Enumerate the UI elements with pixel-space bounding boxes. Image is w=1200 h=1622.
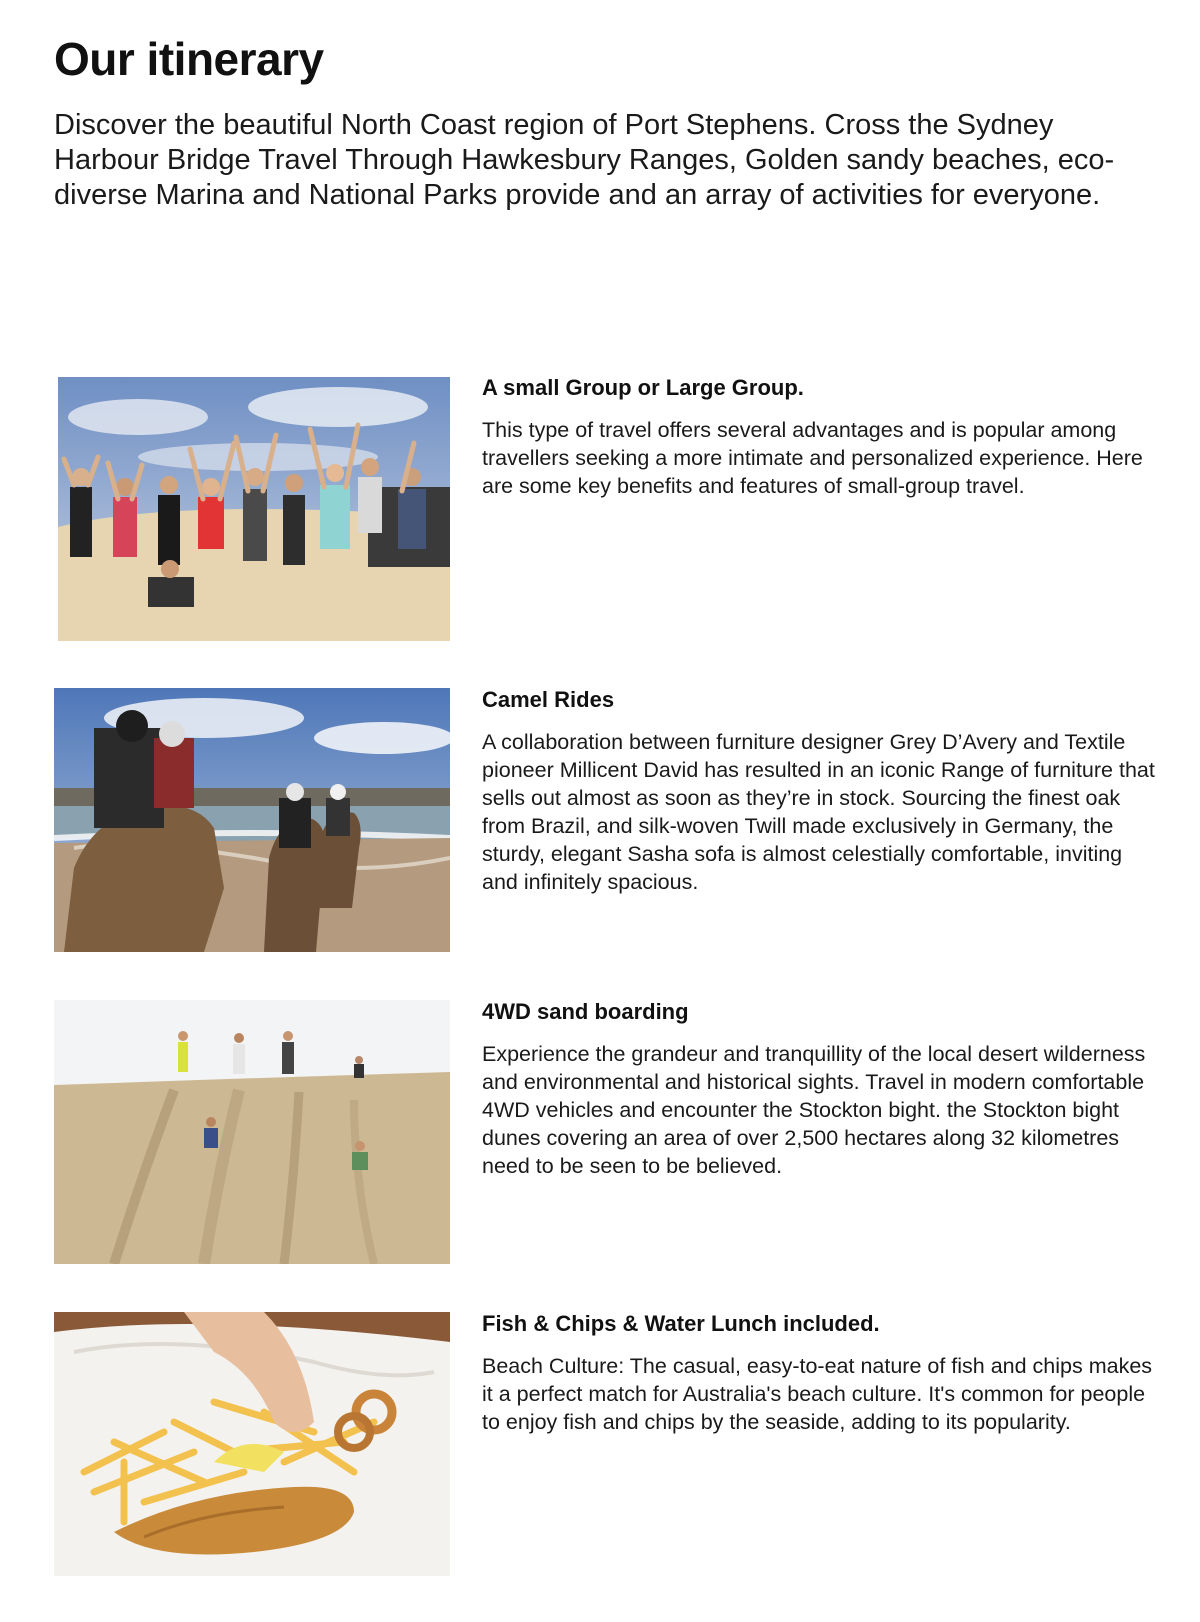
group-jumping-on-sand-dune-photo xyxy=(58,377,450,641)
item-heading-camel: Camel Rides xyxy=(482,687,615,712)
fish-and-chips-photo xyxy=(54,1312,450,1576)
sand-boarding-dune-photo xyxy=(54,1000,450,1264)
page-title: Our itinerary xyxy=(54,33,324,85)
camel-ride-on-beach-photo xyxy=(54,688,450,952)
intro-paragraph: Discover the beautiful North Coast region of Port Stephens. Cross the Sydney Harbour Bridge Travel Through Hawkesbury Ranges, Golden sandy beaches, eco-diverse Marina and National Parks provide and an array of activities for everyone. xyxy=(54,109,1115,211)
item-heading-group: A small Group or Large Group. xyxy=(482,375,804,400)
item-body-group: This type of travel offers several advantages and is popular among travellers seeking a more intimate and personalized experience. Here are some key benefits and features of small-group travel. xyxy=(482,418,1143,498)
item-body-lunch: Beach Culture: The casual, easy-to-eat nature of fish and chips makes it a perfect match for Australia's beach culture. It's common for people to enjoy fish and chips by the seaside, adding to its popularity. xyxy=(482,1354,1153,1434)
item-body-camel: A collaboration between furniture designer Grey D’Avery and Textile pioneer Millicent David has resulted in an iconic Range of furniture that sells out almost as soon as they’re in stock. Sourcing the finest oak from Brazil, and silk-woven Twill made exclusively in Germany, the sturdy, elegant Sasha sofa is almost celestially comfortable, inviting and infinitely spacious. xyxy=(482,730,1155,894)
item-heading-lunch: Fish & Chips & Water Lunch included. xyxy=(482,1311,880,1336)
item-heading-sandboarding: 4WD sand boarding xyxy=(482,999,689,1024)
item-body-sandboarding: Experience the grandeur and tranquillity of the local desert wilderness and environmental and historical sights. Travel in modern comfortable 4WD vehicles and encounter the Stockton bight. the Stockton bight dunes covering an area of over 2,500 hectares along 32 kilometres need to be seen to be believed. xyxy=(482,1042,1146,1178)
